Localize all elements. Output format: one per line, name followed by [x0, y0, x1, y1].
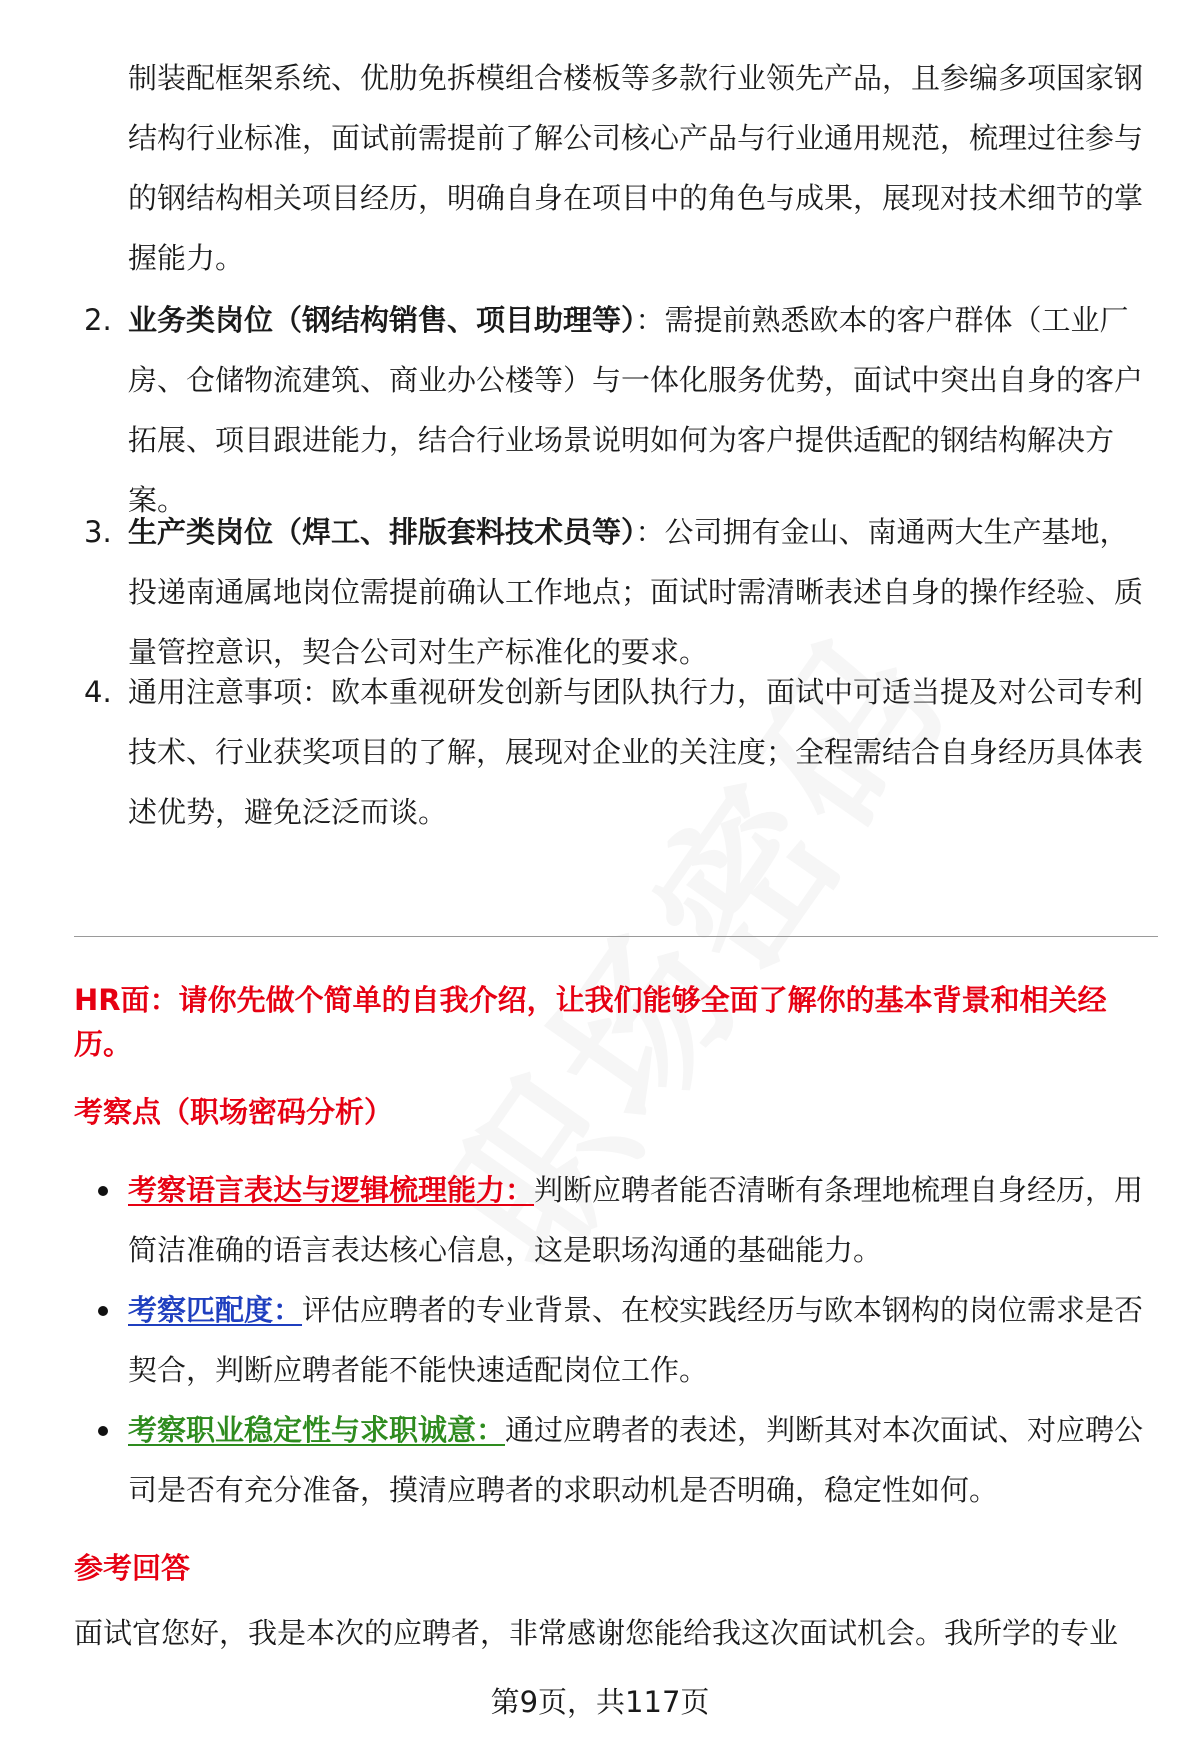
list-item-text: ：需提前熟悉欧本的客户群体（工业厂房、仓储物流建筑、商业办公楼等）与一体化服务优势，面试中突出自身的客户拓展、项目跟进能力，结合行业场景说明如何为客户提供适配的钢结构解决方案。 — [128, 303, 1144, 517]
analysis-point-body — [128, 1280, 1148, 1400]
intro-continuation: 制装配框架系统、优肋免拆模组合楼板等多款行业领先产品，且参编多项国家钢结构行业标准，面试前需提前了解公司核心产品与行业通用规范，梳理过往参与的钢结构相关项目经历，明确自身在项目中的角色与成果，展现对技术细节的掌握能力。 — [128, 61, 1144, 275]
bullet-dot-icon — [98, 1306, 108, 1316]
bullet-dot-icon — [98, 1186, 108, 1196]
list-number: 4. — [84, 675, 112, 709]
analysis-text: 判断应聘者能否清晰有条理地梳理自身经历，用简洁准确的语言表达核心信息，这是职场沟通的基础能力。 — [128, 1173, 1144, 1267]
list-item-body — [128, 290, 1148, 530]
analysis-title: 考察点（职场密码分析） — [74, 1095, 394, 1129]
list-item-title: 生产类岗位（焊工、排版套料技术员等） — [128, 515, 636, 549]
list-item-text: ：公司拥有金山、南通两大生产基地，投递南通属地岗位需提前确认工作地点；面试时需清晰表述自身的操作经验、质量管控意识，契合公司对生产标准化的要求。 — [128, 515, 1144, 669]
analysis-point-body — [128, 1400, 1148, 1520]
analysis-text: 通过应聘者的表述，判断其对本次面试、对应聘公司是否有充分准备，摸清应聘者的求职动机是否明确，稳定性如何。 — [128, 1413, 1144, 1507]
list-item-body — [128, 502, 1148, 682]
list-item-title: 业务类岗位（钢结构销售、项目助理等） — [128, 303, 636, 337]
answer-title: 参考回答 — [74, 1551, 191, 1585]
bullet-dot-icon — [98, 1426, 108, 1436]
list-item-body — [128, 662, 1148, 842]
answer-text: 面试官您好，我是本次的应聘者，非常感谢您能给我这次面试机会。我所学的专业 — [74, 1616, 1119, 1650]
list-item-text: 通用注意事项：欧本重视研发创新与团队执行力，面试中可适当提及对公司专利技术、行业获奖项目的了解，展现对企业的关注度；全程需结合自身经历具体表述优势，避免泛泛而谈。 — [128, 675, 1144, 829]
analysis-keyword: 考察语言表达与逻辑梳理能力： — [128, 1173, 535, 1207]
list-number: 2. — [84, 303, 112, 337]
analysis-point-body — [128, 1160, 1148, 1280]
hr-question: HR面：请你先做个简单的自我介绍，让我们能够全面了解你的基本背景和相关经历。 — [74, 983, 1107, 1061]
page-number: 第9页，共117页 — [490, 1685, 710, 1719]
analysis-keyword: 考察匹配度： — [128, 1293, 303, 1327]
analysis-text: 评估应聘者的专业背景、在校实践经历与欧本钢构的岗位需求是否契合，判断应聘者能不能快速适配岗位工作。 — [128, 1293, 1144, 1387]
list-number: 3. — [84, 515, 112, 549]
section-divider — [74, 936, 1158, 937]
analysis-keyword: 考察职业稳定性与求职诚意： — [128, 1413, 506, 1447]
